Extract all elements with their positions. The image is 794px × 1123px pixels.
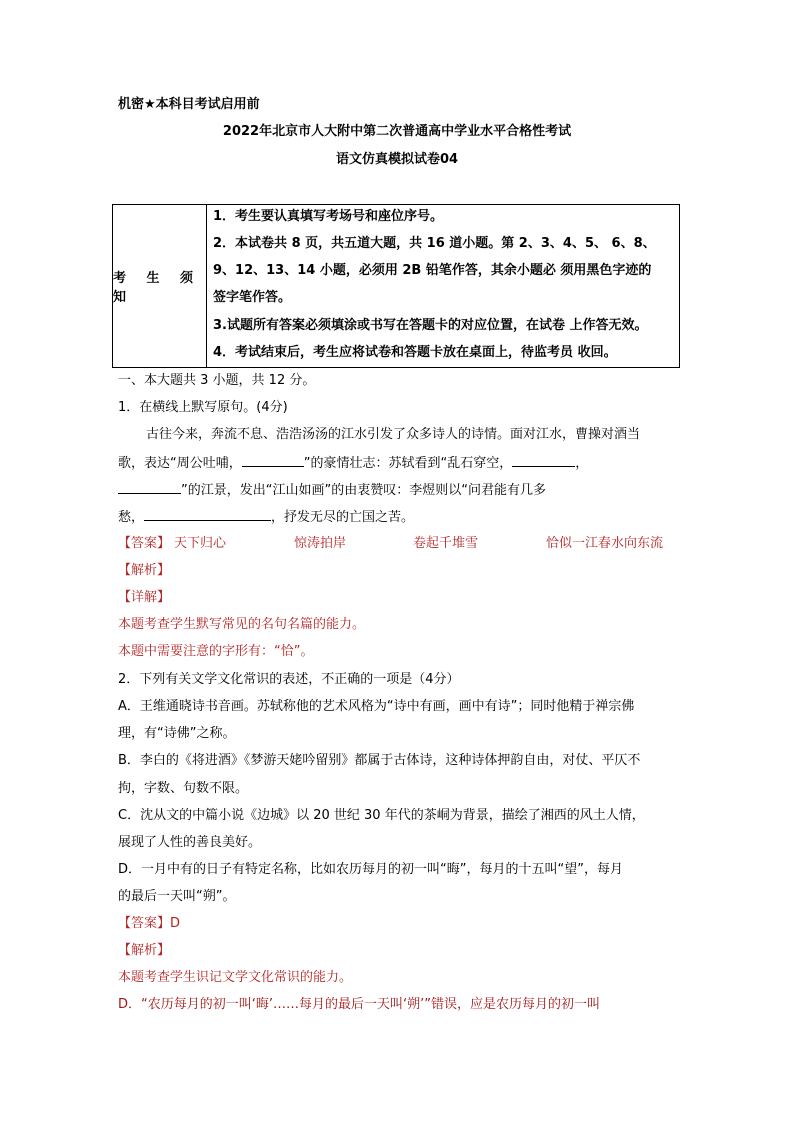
q1-text-2b: ”的豪情壮志：苏轼看到“乱石穿空， <box>303 456 513 471</box>
q1-detail-2: 本题中需要注意的字形有：“恰”。 <box>118 644 314 659</box>
q1-detail-1: 本题考查学生默写常见的名句名篇的能力。 <box>118 617 366 632</box>
q1-paragraph-2 <box>118 454 588 473</box>
notice-table <box>112 204 680 368</box>
answer-blank-1[interactable] <box>242 454 304 467</box>
paper-title: 语文仿真模拟试卷04 <box>335 152 459 167</box>
q1-answer-3: 卷起千堆雪 <box>413 536 479 551</box>
notice-line-6: 4．考试结束后，考生应将试卷和答题卡放在桌面上，待监考员 收回。 <box>213 345 617 360</box>
q2-analysis-1: 本题考查学生识记文学文化常识的能力。 <box>118 970 353 985</box>
q1-text-4b: ，抒发无尽的亡国之苦。 <box>271 510 415 525</box>
notice-label: 考 生 须 知 <box>113 205 207 367</box>
q1-paragraph-3 <box>118 481 546 500</box>
notice-line-5: 3.试题所有答案必须填涂或书写在答题卡的对应位置，在试卷 上作答无效。 <box>213 318 648 333</box>
notice-line-3: 9、12、13、14 小题，必须用 2B 铅笔作答，其余小题必 须用黑色字迹的 <box>213 263 652 278</box>
confidential-label: 机密★本科目考试启用前 <box>118 97 260 112</box>
q2-stem: 2．下列有关文学文化常识的表述，不正确的一项是（4分） <box>118 672 460 687</box>
q2-option-d-line-1: D．一月中有的日子有特定名称，比如农历每月的初一叫“晦”，每月的十五叫“望”，每月 <box>118 862 623 877</box>
notice-line-2: 2．本试卷共 8 页，共五道大题，共 16 道小题。第 2、3、4、5、 6、8、 <box>213 236 656 251</box>
answer-blank-2[interactable] <box>512 454 575 467</box>
q2-option-a-line-1: A．王维通晓诗书音画。苏轼称他的艺术风格为“诗中有画，画中有诗”；同时他精于禅宗佛 <box>118 699 635 714</box>
answer-blank-3[interactable] <box>118 481 181 494</box>
section-heading: 一、本大题共 3 小题，共 12 分。 <box>118 373 316 388</box>
q1-answer-1: 天下归心 <box>174 536 227 551</box>
q2-option-b-line-2: 拘，字数、句数不限。 <box>118 781 249 796</box>
q1-text-4a: 愁， <box>118 510 145 525</box>
q1-detail-label: 【详解】 <box>118 590 171 605</box>
q2-option-d-line-2: 的最后一天叫“朔”。 <box>118 889 236 904</box>
notice-line-1: 1．考生要认真填写考场号和座位序号。 <box>213 209 444 224</box>
notice-line-4: 签字笔作答。 <box>213 290 292 305</box>
q2-option-c-line-1: C．沈从文的中篇小说《边城》以 20 世纪 30 年代的茶峒为背景，描绘了湘西的风土人情， <box>118 808 645 823</box>
q1-text-2c: ， <box>575 456 589 471</box>
q1-text-2a: 歌，表达“周公吐哺， <box>118 456 242 471</box>
q1-paragraph-1: 古往今来，奔流不息、浩浩汤汤的江水引发了众多诗人的诗情。面对江水，曹操对酒当 <box>146 427 641 442</box>
q2-option-b-line-1: B．李白的《将进酒》《梦游天姥吟留别》都属于古体诗，这种诗体押韵自由，对仗、平仄不 <box>118 753 641 768</box>
q1-paragraph-4 <box>118 508 414 527</box>
exam-title: 2022年北京市人大附中第二次普通高中学业水平合格性考试 <box>222 124 572 139</box>
q1-text-3a: ”的江景，发出“江山如画”的由衷赞叹：李煜则以“问君能有几多 <box>181 483 546 498</box>
q1-answer-4: 恰似一江春水向东流 <box>546 536 664 551</box>
answer-blank-4[interactable] <box>144 508 271 521</box>
q2-option-c-line-2: 展现了人性的善良美好。 <box>118 835 262 850</box>
q2-analysis-2: D．“农历每月的初一叫‘晦’……每月的最后一天叫‘朔’”错误，应是农历每月的初一叫 <box>118 997 601 1012</box>
q1-answer-label: 【答案】 <box>118 536 171 551</box>
q1-analysis-label: 【解析】 <box>118 563 171 578</box>
q2-analysis-label: 【解析】 <box>118 943 171 958</box>
q2-answer: 【答案】D <box>118 916 181 931</box>
q1-stem: 1．在横线上默写原句。(4分) <box>118 400 288 415</box>
q2-option-a-line-2: 理，有“诗佛”之称。 <box>118 726 236 741</box>
q1-answer-2: 惊涛拍岸 <box>294 536 347 551</box>
